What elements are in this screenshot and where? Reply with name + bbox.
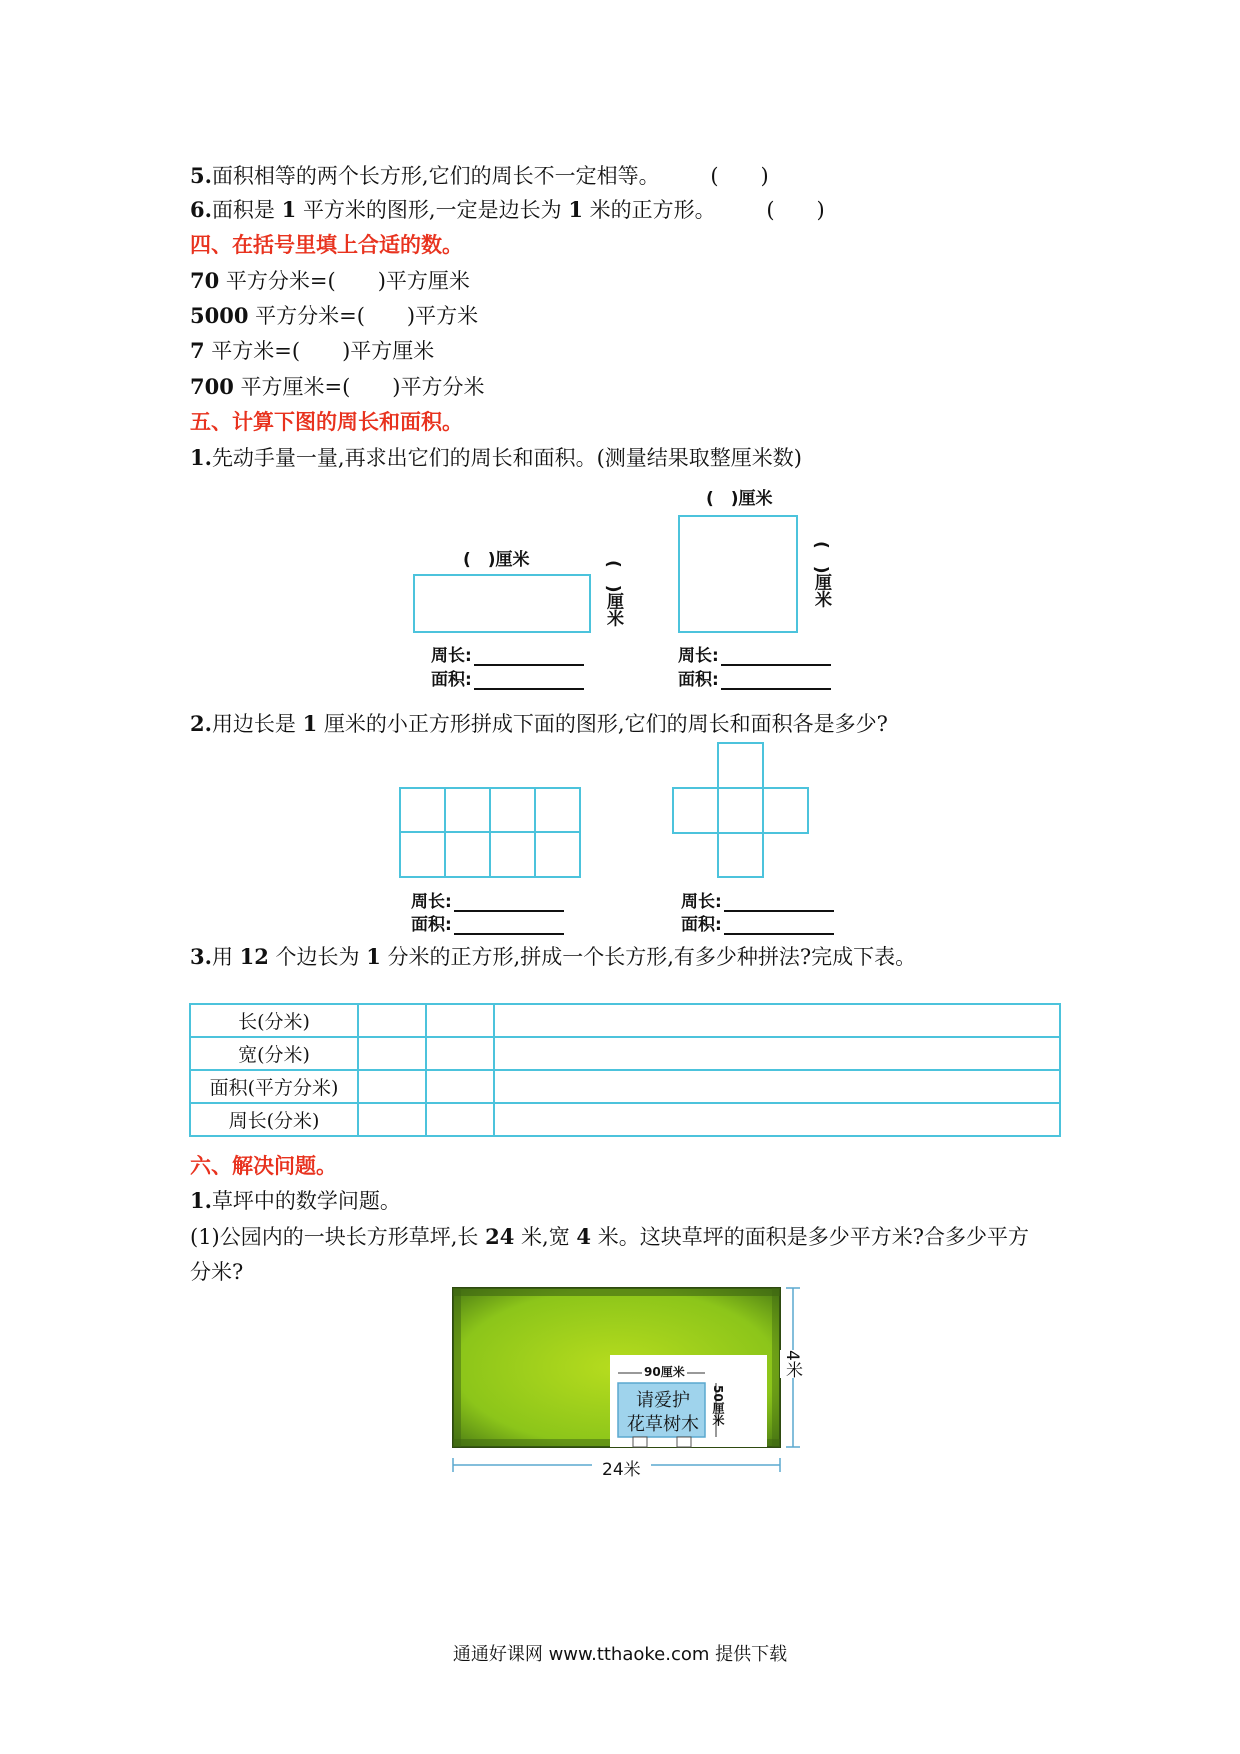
fill-item-3 — [190, 335, 434, 365]
question-5-1 — [190, 442, 802, 472]
grid-cell — [489, 831, 536, 878]
answer-cell[interactable] — [494, 1004, 1060, 1037]
sign-text-line-1: 请爱护 — [636, 1390, 690, 1411]
question-text-mid: 米,宽 — [521, 1225, 570, 1249]
question-6-1-1-cont: 分米? — [190, 1260, 244, 1284]
question-value-2: 4 — [576, 1224, 592, 1249]
grid-perimeter: 周长: — [411, 887, 564, 912]
question-text-post: 厘米的小正方形拼成下面的图形,它们的周长和面积各是多少? — [323, 712, 888, 736]
question-text: 用边长是 — [211, 712, 296, 736]
question-number: 1. — [190, 445, 212, 470]
sign-width-label: 90厘米 — [644, 1365, 685, 1379]
answer-cell[interactable] — [426, 1037, 494, 1070]
answer-cell[interactable] — [494, 1070, 1060, 1103]
item-number-2: 1 — [568, 197, 583, 222]
fill-number: 700 — [190, 374, 234, 399]
question-text-post: 分米的正方形,拼成一个长方形,有多少种拼法?完成下表。 — [387, 945, 917, 969]
section-6-title: 六、解决问题。 — [190, 1154, 337, 1178]
answer-cell[interactable] — [358, 1103, 426, 1136]
fill-text[interactable]: 平方米=( )平方厘米 — [204, 339, 435, 363]
answer-cell[interactable] — [494, 1037, 1060, 1070]
sign-height-label: 50厘米 — [711, 1385, 725, 1426]
question-value-2: 1 — [366, 944, 381, 969]
answer-paren[interactable]: ( ) — [766, 198, 825, 222]
page-footer: 通通好课网 www.tthaoke.com 提供下载 — [452, 1644, 788, 1665]
item-text-mid: 平方米的图形,一定是边长为 — [302, 198, 562, 222]
table-row — [190, 1037, 1060, 1070]
rect-area: 面积: — [431, 665, 584, 690]
row-header: 长(分米) — [190, 1004, 358, 1037]
measure-rectangle — [413, 574, 591, 633]
question-5-3 — [190, 941, 916, 971]
question-value: 1 — [302, 711, 318, 736]
grid-area: 面积: — [411, 910, 564, 935]
cross-cell — [717, 787, 764, 834]
grid-cell — [534, 787, 581, 833]
fill-number: 70 — [190, 268, 220, 293]
judge-item-5 — [190, 160, 769, 190]
table-row — [190, 1103, 1060, 1136]
grid-cell — [399, 831, 446, 878]
question-number: 1. — [190, 1188, 212, 1213]
rect-side-label: ( )厘米 — [603, 560, 623, 627]
cross-cell — [717, 832, 764, 878]
answer-paren[interactable]: ( ) — [710, 164, 769, 188]
square-perimeter: 周长: — [678, 641, 831, 666]
answer-cell[interactable] — [426, 1103, 494, 1136]
fill-text[interactable]: 平方分米=( )平方米 — [248, 304, 479, 328]
item-number: 5. — [190, 163, 212, 188]
item-number-1: 1 — [281, 197, 297, 222]
question-text: 先动手量一量,再求出它们的周长和面积。(测量结果取整厘米数) — [211, 446, 802, 470]
question-text-post: 米。这块草坪的面积是多少平方米?合多少平方 — [597, 1225, 1029, 1249]
measure-square — [678, 515, 798, 633]
question-6-1 — [190, 1185, 401, 1215]
row-header: 周长(分米) — [190, 1103, 358, 1136]
item-text: 面积是 — [211, 198, 275, 222]
grid-cell — [399, 787, 446, 833]
fill-item-1 — [190, 265, 470, 295]
answer-line[interactable] — [721, 646, 831, 666]
question-value-1: 12 — [239, 944, 269, 969]
question-text: 用 — [211, 945, 233, 969]
fill-item-4 — [190, 371, 485, 401]
answer-line[interactable] — [474, 646, 584, 666]
grid-cell — [444, 831, 491, 878]
question-5-2 — [190, 708, 888, 738]
grid-cell — [534, 831, 581, 878]
table-row — [190, 1070, 1060, 1103]
grid-cell — [444, 787, 491, 833]
fill-number: 5000 — [190, 303, 249, 328]
question-number: 2. — [190, 711, 212, 736]
row-header: 面积(平方分米) — [190, 1070, 358, 1103]
answer-line[interactable] — [454, 915, 564, 935]
answer-line[interactable] — [721, 670, 831, 690]
cross-cell — [717, 742, 764, 789]
question-text: 草坪中的数学问题。 — [211, 1189, 401, 1213]
answer-cell[interactable] — [426, 1070, 494, 1103]
cross-cell — [762, 787, 809, 834]
answer-line[interactable] — [454, 892, 564, 912]
sign-text-line-2: 花草树木 — [627, 1414, 699, 1435]
square-side-label: ( )厘米 — [811, 541, 831, 608]
square-top-label: ( )厘米 — [706, 489, 773, 509]
answer-cell[interactable] — [358, 1070, 426, 1103]
question-value-1: 24 — [485, 1224, 515, 1249]
square-area: 面积: — [678, 665, 831, 690]
rect-top-label: ( )厘米 — [463, 550, 530, 570]
answer-line[interactable] — [474, 670, 584, 690]
section-5-title: 五、计算下图的周长和面积。 — [190, 410, 463, 434]
question-number: 3. — [190, 944, 212, 969]
item-text-post: 米的正方形。 — [589, 198, 716, 222]
fill-text[interactable]: 平方厘米=( )平方分米 — [233, 375, 485, 399]
item-text: 面积相等的两个长方形,它们的周长不一定相等。 — [211, 164, 660, 188]
question-text: (1)公园内的一块长方形草坪,长 — [190, 1225, 479, 1249]
fill-item-2 — [190, 300, 478, 330]
answer-cell[interactable] — [358, 1037, 426, 1070]
answer-line[interactable] — [724, 915, 834, 935]
fill-text[interactable]: 平方分米=( )平方厘米 — [219, 269, 470, 293]
lawn-illustration — [440, 1285, 800, 1485]
answer-line[interactable] — [724, 892, 834, 912]
item-number: 6. — [190, 197, 212, 222]
lawn-width-label: 24米 — [592, 1455, 651, 1480]
row-header: 宽(分米) — [190, 1037, 358, 1070]
cross-area: 面积: — [681, 910, 834, 935]
answer-cell[interactable] — [494, 1103, 1060, 1136]
lawn-height-label: 4米 — [780, 1350, 805, 1378]
rect-perimeter: 周长: — [431, 641, 584, 666]
cross-cell — [672, 787, 719, 834]
section-4-title: 四、在括号里填上合适的数。 — [190, 233, 463, 257]
arrangement-table — [189, 1003, 1061, 1137]
judge-item-6 — [190, 194, 825, 224]
cross-perimeter: 周长: — [681, 887, 834, 912]
question-text-mid: 个边长为 — [275, 945, 360, 969]
question-6-1-1 — [190, 1221, 1029, 1251]
grid-cell — [489, 787, 536, 833]
answer-cell[interactable] — [426, 1004, 494, 1037]
fill-number: 7 — [190, 338, 205, 363]
table-row — [190, 1004, 1060, 1037]
answer-cell[interactable] — [358, 1004, 426, 1037]
